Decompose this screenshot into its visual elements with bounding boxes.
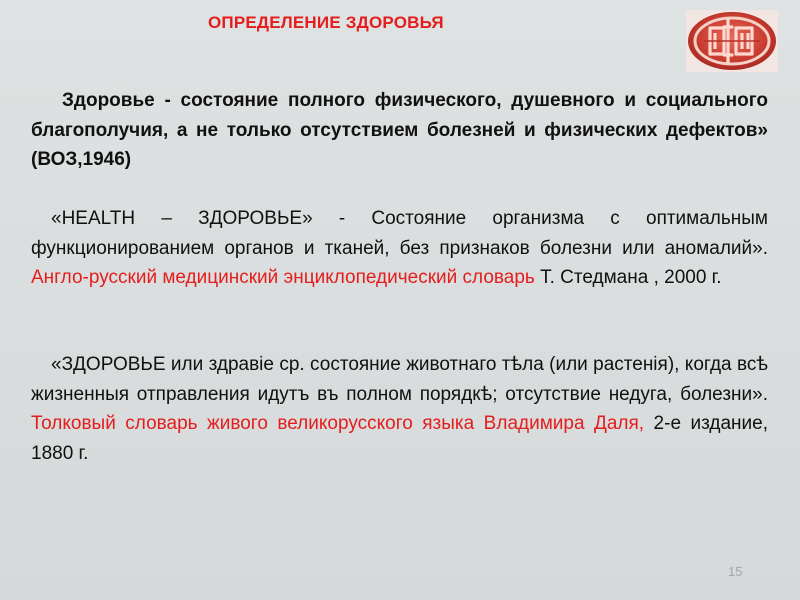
paragraph-2-main-text: «HEALTH – ЗДОРОВЬЕ» - Состояние организма с оптимальным функционированием органов и тканей, без признаков болезни или аномалий». — [31, 208, 768, 259]
slide-title: ОПРЕДЕЛЕНИЕ ЗДОРОВЬЯ — [208, 13, 444, 32]
paragraph-3-main-text: «ЗДОРОВЬЕ или здравіе ср. состояние животнаго тѣла (или растенія), когда всѣ жизненныя отправления идутъ въ полном порядкѣ; отсутствие недуга, болезни». — [31, 354, 768, 405]
red-emblem-icon — [686, 10, 778, 72]
paragraph-3-edition-text: 2-е издание, 1880 г. — [31, 413, 768, 465]
paragraph-2-edition-text: Т. Стедмана , 2000 г. — [534, 267, 722, 289]
definition-paragraph-1: Здоровье - состояние полного физического, душевного и социального благополучия, а не только отсутствием болезней и физических дефектов» (ВОЗ,1946) — [31, 90, 768, 171]
paragraph-3-source-text: Толковый словарь живого великорусского языка Владимира Даля, — [31, 413, 645, 435]
definition-paragraph-2 — [31, 204, 768, 293]
page-number: 15 — [728, 564, 743, 579]
definition-paragraph-3 — [31, 350, 768, 469]
paragraph-2-source-text: Англо-русский медицинский энциклопедический словарь — [31, 267, 535, 289]
